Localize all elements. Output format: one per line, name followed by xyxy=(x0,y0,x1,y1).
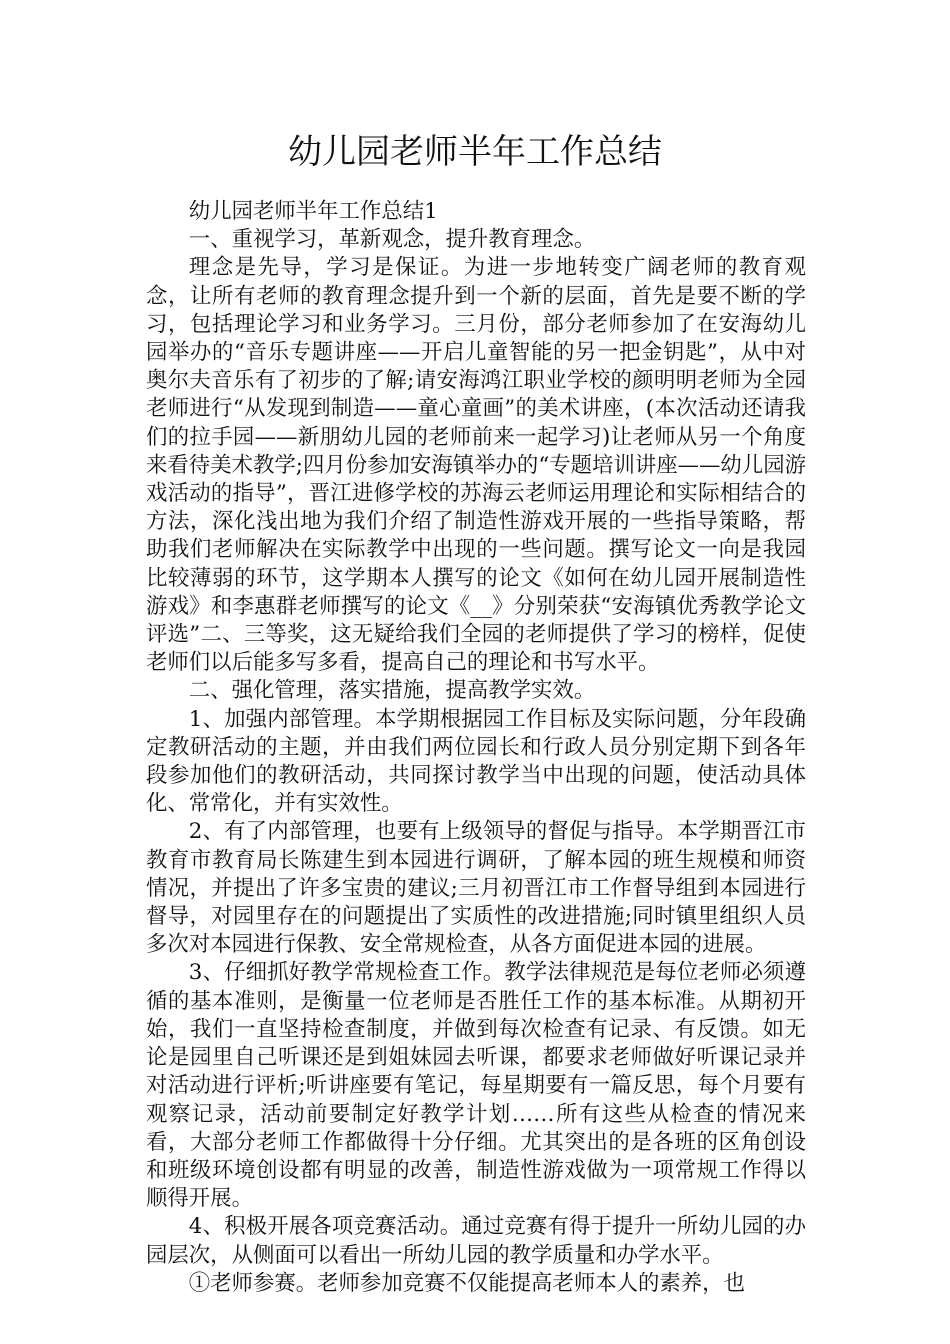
document-body xyxy=(146,198,806,1298)
paragraph: 2、有了内部管理，也要有上级领导的督促与指导。本学期晋江市教育市教育局长陈建生到本园进行调研，了解本园的班生规模和师资情况，并提出了许多宝贵的建议;三月初晋江市工作督导组到本园进行督导，对园里存在的问题提出了实质性的改进措施;同时镇里组织人员多次对本园进行保教、安全常规检查，从各方面促进本园的进展。 xyxy=(146,819,806,958)
paragraph: 理念是先导，学习是保证。为进一步地转变广阔老师的教育观念，让所有老师的教育理念提升到一个新的层面，首先是要不断的学习，包括理论学习和业务学习。三月份，部分老师参加了在安海幼儿园举办的“音乐专题讲座——开启儿童智能的另一把金钥匙”，从中对奥尔夫音乐有了初步的了解;请安海鸿江职业学校的颜明明老师为全园老师进行“从发现到制造——童心童画”的美术讲座，(本次活动还请我们的拉手园——新朋幼儿园的老师前来一起学习)让老师从另一个角度来看待美术教学;四月份参加安海镇举办的“专题培训讲座——幼儿园游戏活动的指导”，晋江进修学校的苏海云老师运用理论和实际相结合的方法，深化浅出地为我们介绍了制造性游戏开展的一些指导策略，帮助我们老师解决在实际教学中出现的一些问题。撰写论文一向是我园比较薄弱的环节，这学期本人撰写的论文《如何在幼儿园开展制造性游戏》和李惠群老师撰写的论文《__》分别荣获“安海镇优秀教学论文评选”二、三等奖，这无疑给我们全园的老师提供了学习的榜样，促使老师们以后能多写多看，提高自己的理论和书写水平。 xyxy=(146,255,806,676)
paragraph-section-heading: 二、强化管理，落实措施，提高教学实效。 xyxy=(188,678,596,704)
paragraph: 4、积极开展各项竞赛活动。通过竞赛有得于提升一所幼儿园的办园层次，从侧面可以看出一所幼儿园的教学质量和办学水平。 xyxy=(146,1214,806,1268)
paragraph: 1、加强内部管理。本学期根据园工作目标及实际问题，分年段确定教研活动的主题，并由我们两位园长和行政人员分别定期下到各年段参加他们的教研活动，共同探讨教学当中出现的问题，使活动具体化、常常化，并有实效性。 xyxy=(146,706,806,817)
paragraph: ①老师参赛。老师参加竞赛不仅能提高老师本人的素养，也 xyxy=(188,1270,745,1296)
paragraph: 3、仔细抓好教学常规检查工作。教学法律规范是每位老师必须遵循的基本准则，是衡量一位老师是否胜任工作的基本标准。从期初开始，我们一直坚持检查制度，并做到每次检查有记录、有反馈。如无论是园里自己听课还是到姐妹园去听课，都要求老师做好听课记录并对活动进行评析;听讲座要有笔记，每星期要有一篇反思，每个月要有观察记录，活动前要制定好教学计划……所有这些从检查的情况来看，大部分老师工作都做得十分仔细。尤其突出的是各班的区角创设和班级环境创设都有明显的改善，制造性游戏做为一项常规工作得以顺得开展。 xyxy=(146,960,806,1212)
paragraph-subtitle: 幼儿园老师半年工作总结1 xyxy=(188,199,438,224)
paragraph-section-heading: 一、重视学习，革新观念，提升教育理念。 xyxy=(188,227,596,253)
document-title: 幼儿园老师半年工作总结 xyxy=(288,132,662,172)
